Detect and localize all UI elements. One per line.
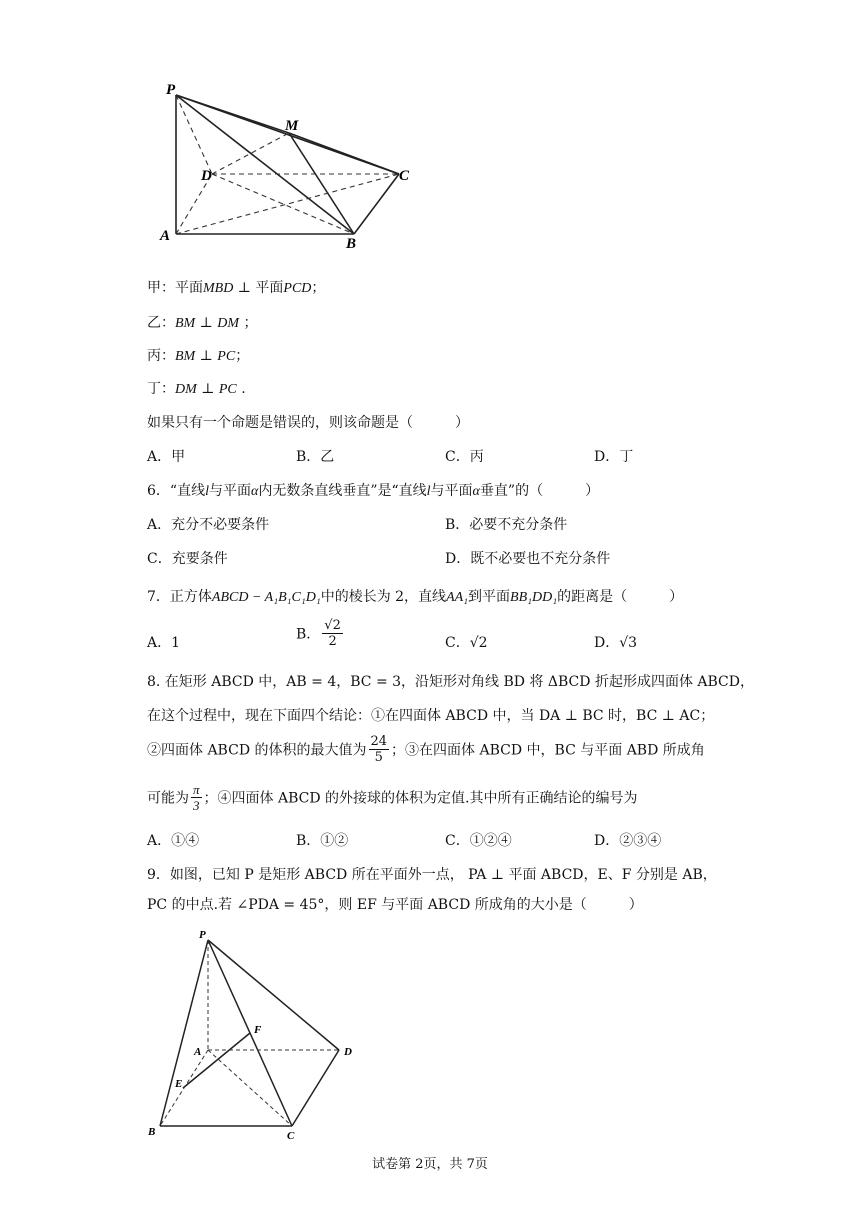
prop-jia-suffix: ； [311, 280, 326, 296]
q7-cube: ABCD − A₁B₁C₁D₁ [211, 590, 321, 605]
prop-bing-b: PC [217, 349, 236, 364]
q7-option-c[interactable]: C．√2 [445, 635, 488, 651]
prop-question: 如果只有一个命题是错误的，则该命题是（ ） [147, 415, 469, 431]
prop-bing-suffix: ； [235, 348, 250, 364]
q8-line-3a: ②四面体 ABCD 的体积的最大值为 [147, 742, 367, 759]
q6-stem-b: 与平面 [208, 483, 251, 499]
prop-ding-mid: ⊥ [196, 381, 219, 397]
figure-pyramid-pabcd [140, 920, 370, 1142]
q8-line-3 [147, 734, 705, 765]
prop-option-a[interactable]: A．甲 [147, 449, 186, 465]
q8-fraction-24-5 [369, 734, 390, 765]
fig2-label-d: D [344, 1046, 352, 1058]
q8-option-b[interactable]: B．①② [296, 833, 349, 849]
q6-stem-c: 内无数条直线垂直”是“直线 [258, 483, 427, 499]
figure-pyramid-pmbcda [150, 78, 430, 253]
q8-fraction-den: 5 [374, 750, 383, 765]
fig1-label-d: D [201, 168, 212, 184]
q7-option-b-label: B． [296, 626, 321, 643]
fig1-label-m: M [285, 118, 299, 134]
q6-l: l [205, 484, 209, 499]
q7-stem-c: 到平面 [468, 589, 511, 605]
q6-option-a[interactable]: A．充分不必要条件 [147, 517, 270, 533]
q8-line-4 [147, 782, 637, 813]
q7-option-b-fraction [322, 618, 343, 649]
q7-option-b-num: √2 [324, 618, 341, 633]
prop-option-b[interactable]: B．乙 [296, 449, 335, 465]
q7-stem-a: 7．正方体 [147, 589, 212, 605]
fig2-label-p: P [199, 929, 206, 941]
prop-yi [147, 312, 258, 332]
q7-stem-b: 中的棱长为 2，直线 [320, 589, 447, 605]
q6-option-b[interactable]: B．必要不充分条件 [445, 517, 568, 533]
q6-stem-a: 6．“直线 [147, 483, 206, 499]
q6-option-c[interactable]: C．充要条件 [147, 551, 228, 567]
q7-line: AA₁ [446, 590, 469, 605]
prop-option-c[interactable]: C．丙 [445, 449, 484, 465]
prop-ding-prefix: 丁： [147, 381, 175, 397]
prop-bing-mid: ⊥ [195, 348, 218, 364]
q6-stem-d: 与平面 [430, 483, 473, 499]
q6-alpha: α [250, 484, 259, 499]
page-footer: 试卷第 2页，共 7页 [372, 1157, 488, 1172]
q7-option-d[interactable]: D．√3 [594, 635, 638, 651]
q6-option-d[interactable]: D．既不必要也不充分条件 [445, 551, 611, 567]
q7-option-b-den: 2 [328, 634, 337, 649]
q7-stem-d: 的距离是（ ） [557, 589, 684, 605]
fig1-label-b: B [346, 236, 357, 252]
prop-yi-b: DM [217, 316, 240, 331]
q8-line-2: 在这个过程中，现在下面四个结论：①在四面体 ABCD 中，当 DA ⊥ BC 时，BC ⊥ AC； [147, 708, 715, 724]
q8-fraction-pi-3 [191, 782, 202, 813]
q7-option-a[interactable]: A．1 [147, 635, 181, 651]
q6-alpha-2: α [472, 484, 480, 499]
prop-ding [147, 378, 246, 398]
q8-line-4b: ；④四面体 ABCD 的外接球的体积为定值.其中所有正确结论的编号为 [203, 790, 638, 807]
q7-stem [147, 586, 683, 606]
prop-ding-a: DM [175, 382, 197, 397]
prop-jia-mid: ⊥ 平面 [233, 280, 284, 296]
prop-bing-a: BM [175, 349, 196, 364]
prop-ding-b: PC [218, 382, 237, 397]
q6-stem [147, 480, 599, 500]
q8-fraction-num: 24 [370, 734, 388, 749]
q8-option-d[interactable]: D．②③④ [594, 833, 662, 849]
q6-l-2: l [426, 484, 431, 499]
q9-line-2: PC 的中点.若 ∠PDA = 45°，则 EF 与平面 ABCD 所成角的大小是（ ） [147, 897, 643, 913]
prop-yi-prefix: 乙： [147, 315, 175, 331]
q8-line-1: 8. 在矩形 ABCD 中，AB = 4，BC = 3，沿矩形对角线 BD 将 ΔBCD 折起形成四面体 ABCD， [147, 674, 754, 690]
q6-stem-e: 垂直”的（ ） [479, 483, 600, 499]
q8-line-3b: ；③在四面体 ABCD 中，BC 与平面 ABD 所成角 [391, 742, 705, 759]
prop-yi-suffix: ； [239, 315, 258, 331]
q8-fraction-pi-num: π [193, 782, 200, 797]
prop-jia-b: PCD [283, 281, 312, 296]
q8-option-c[interactable]: C．①②④ [445, 833, 512, 849]
q7-option-b[interactable] [296, 618, 345, 649]
prop-yi-mid: ⊥ [195, 315, 218, 331]
fig2-label-e: E [175, 1078, 183, 1090]
prop-option-d[interactable]: D．丁 [594, 449, 634, 465]
q8-fraction-pi-den: 3 [193, 798, 200, 813]
prop-bing [147, 345, 249, 365]
q8-line-4a: 可能为 [147, 790, 189, 807]
fig2-label-c: C [287, 1130, 295, 1142]
prop-ding-suffix: . [236, 381, 246, 397]
fig2-label-b: B [148, 1126, 156, 1138]
prop-jia-prefix: 甲：平面 [147, 280, 203, 296]
q7-plane: BB₁DD₁ [510, 590, 558, 605]
fig1-label-a: A [160, 228, 171, 244]
fig2-label-f: F [254, 1024, 262, 1036]
prop-jia [147, 277, 325, 297]
prop-jia-a: MBD [203, 281, 234, 296]
fig1-label-c: C [399, 168, 410, 184]
q8-option-a[interactable]: A．①④ [147, 833, 200, 849]
fig2-label-a: A [194, 1046, 202, 1058]
fig1-label-p: P [166, 82, 176, 98]
q9-line-1: 9．如图，已知 P 是矩形 ABCD 所在平面外一点， PA ⊥ 平面 ABCD，E、F 分别是 AB， [147, 867, 717, 883]
prop-bing-prefix: 丙： [147, 348, 175, 364]
prop-yi-a: BM [175, 316, 196, 331]
